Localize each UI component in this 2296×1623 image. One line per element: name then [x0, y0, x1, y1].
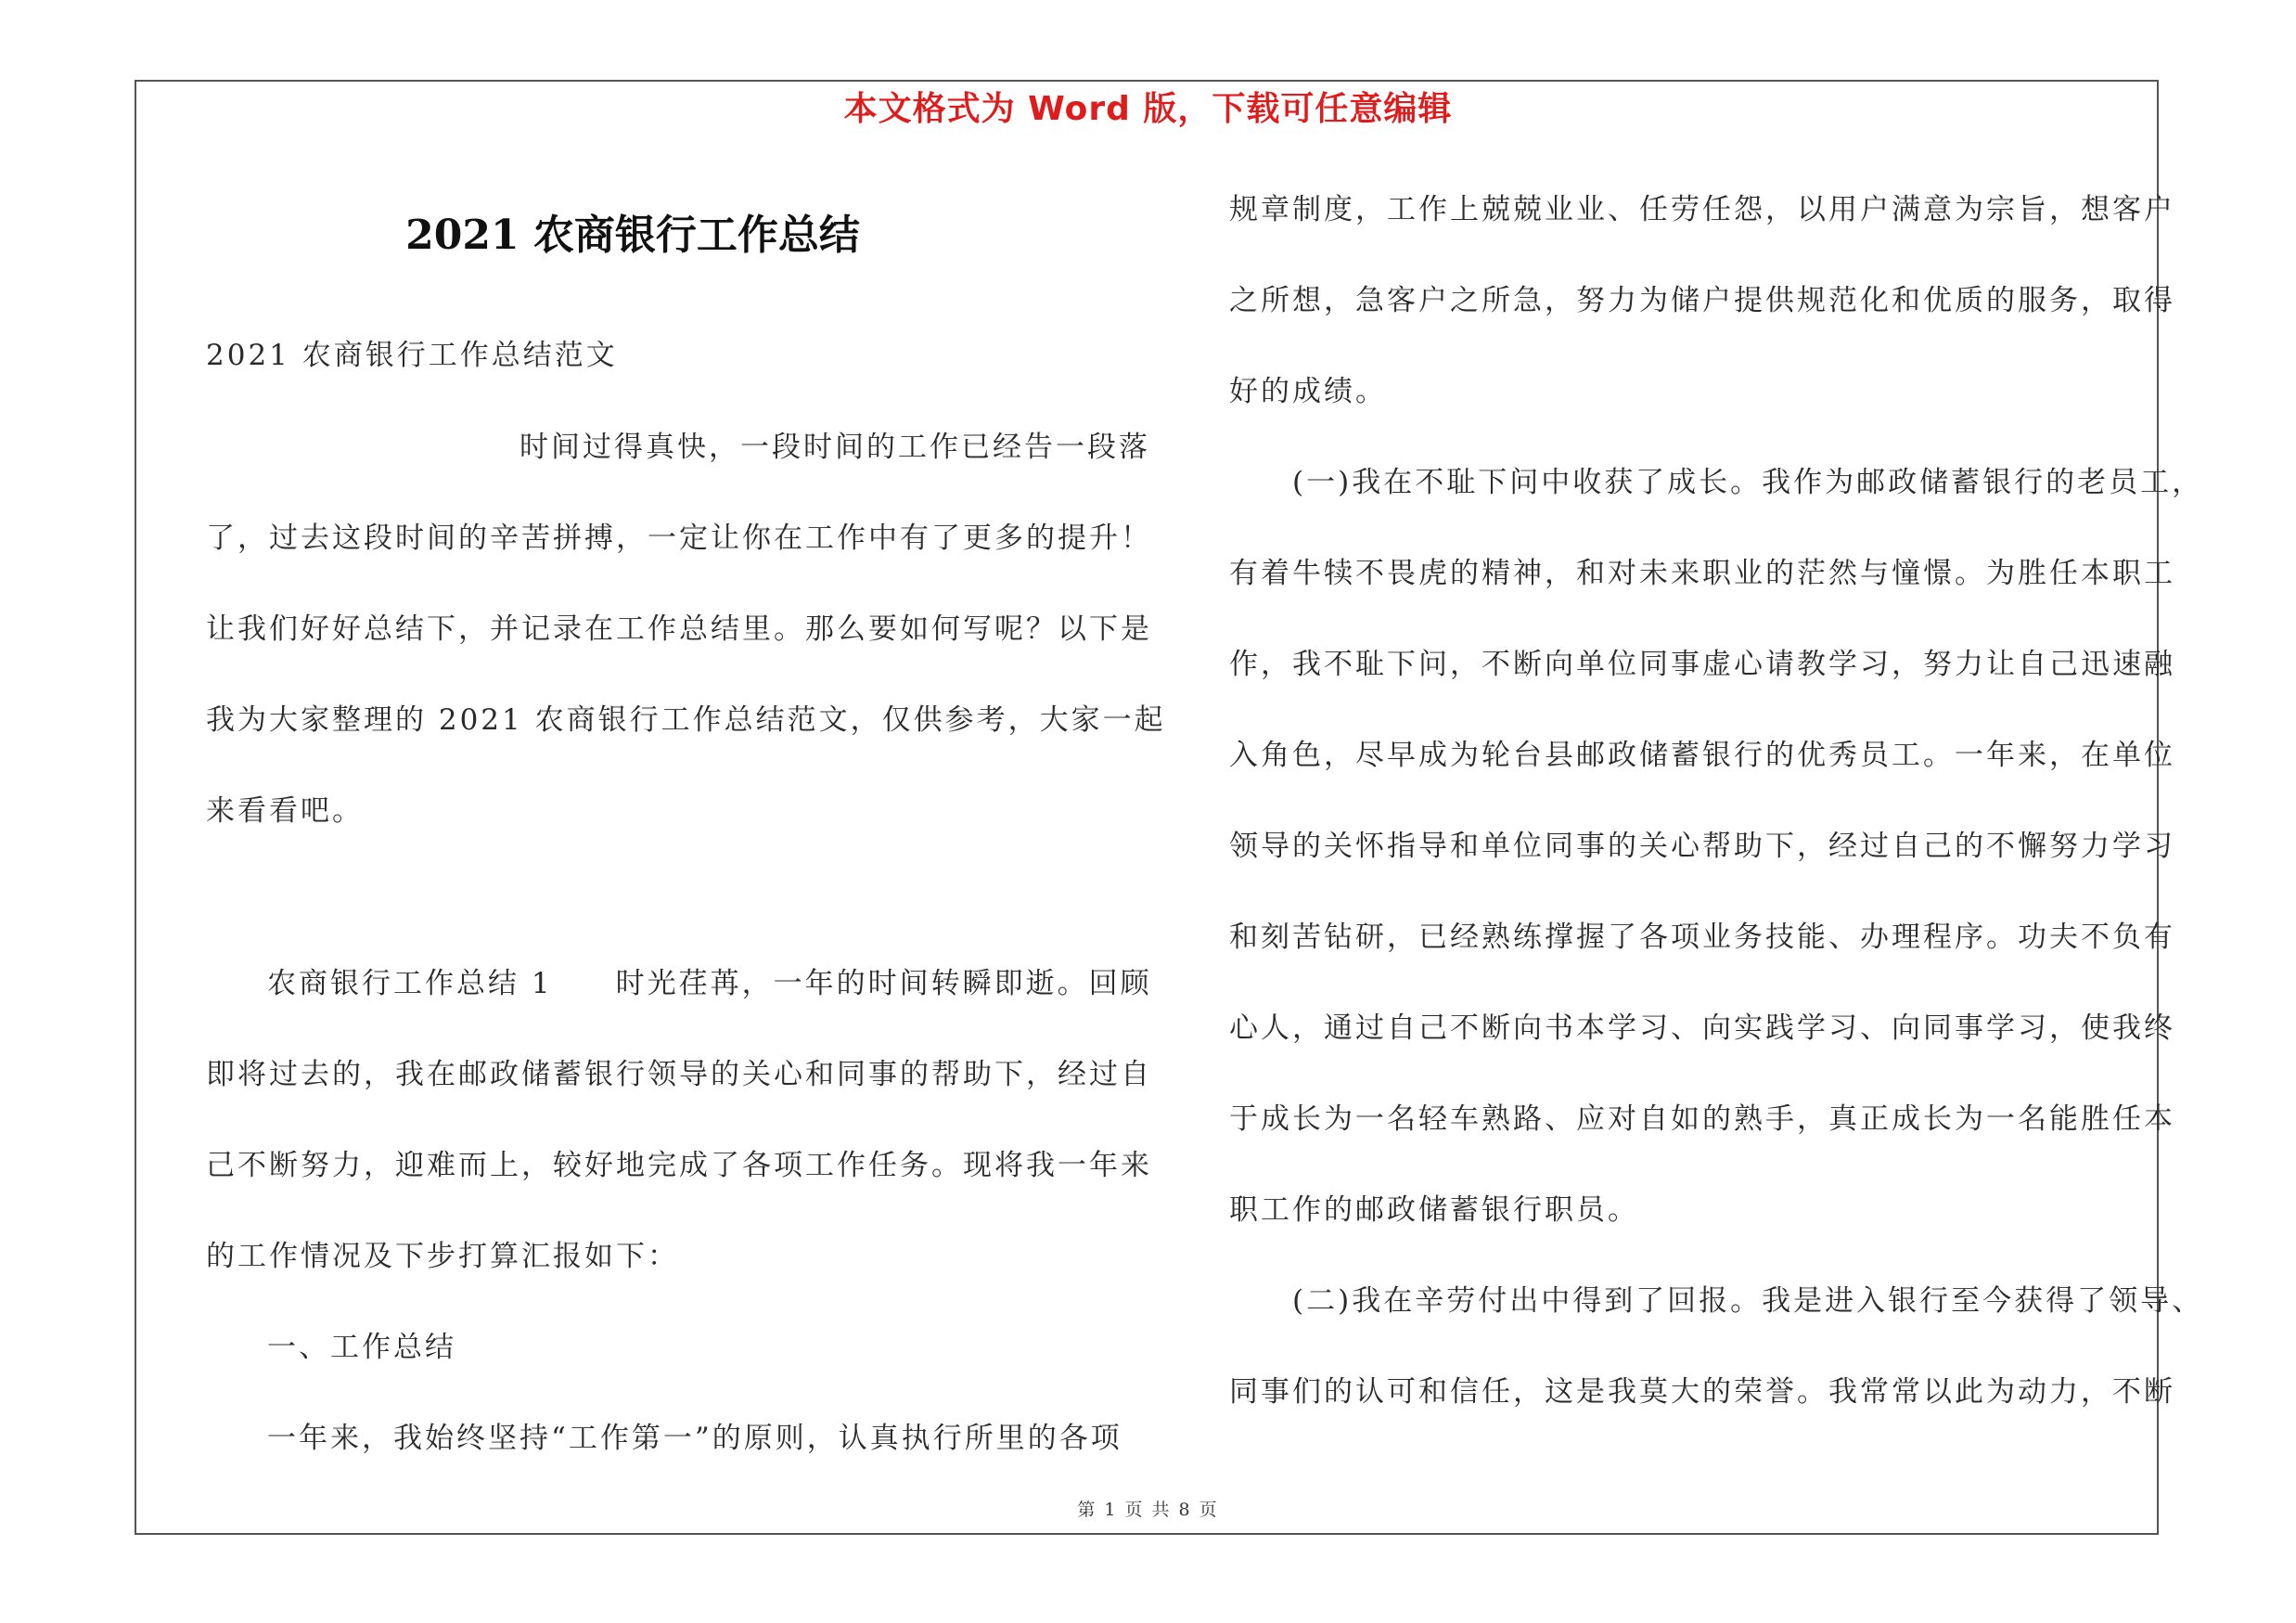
right-line: 之所想，急客户之所急，努力为储户提供规范化和优质的服务，取得 — [1229, 284, 2175, 317]
right-line: 领导的关怀指导和单位同事的关心帮助下，经过自己的不懈努力学习 — [1229, 830, 2175, 863]
left-line: 农商银行工作总结 1 时光荏苒，一年的时间转瞬即逝。回顾 — [267, 967, 1152, 1000]
right-line: 有着牛犊不畏虎的精神，和对未来职业的茫然与憧憬。为胜任本职工 — [1229, 557, 2175, 590]
left-line: 的工作情况及下步打算汇报如下： — [206, 1240, 679, 1273]
right-line: 和刻苦钻研，已经熟练撑握了各项业务技能、办理程序。功夫不负有 — [1229, 921, 2175, 954]
right-line: 作，我不耻下问，不断向单位同事虚心请教学习，努力让自己迅速融 — [1229, 648, 2175, 681]
document-title: 2021 农商银行工作总结 — [405, 212, 860, 259]
left-line: 己不断努力，迎难而上，较好地完成了各项工作任务。现将我一年来 — [206, 1149, 1152, 1182]
left-line: 来看看吧。 — [206, 794, 364, 828]
left-line: 我为大家整理的 2021 农商银行工作总结范文，仅供参考，大家一起 — [206, 703, 1166, 737]
right-line: 规章制度，工作上兢兢业业、任劳任怨，以用户满意为宗旨，想客户 — [1229, 193, 2175, 226]
page-number-footer: 第 1 页 共 8 页 — [1077, 1500, 1219, 1520]
right-line: 心人，通过自己不断向书本学习、向实践学习、向同事学习，使我终 — [1229, 1011, 2175, 1045]
left-line: 让我们好好总结下，并记录在工作总结里。那么要如何写呢？以下是 — [206, 612, 1152, 646]
left-line: 一年来，我始终坚持“工作第一”的原则，认真执行所里的各项 — [267, 1422, 1122, 1455]
left-line: 时间过得真快，一段时间的工作已经告一段落 — [519, 431, 1150, 464]
right-line: 职工作的邮政储蓄银行职员。 — [1229, 1193, 1639, 1227]
left-line: 2021 农商银行工作总结范文 — [206, 339, 618, 372]
right-line: (二)我在辛劳付出中得到了回报。我是进入银行至今获得了领导、 — [1292, 1284, 2204, 1318]
left-line: 即将过去的，我在邮政储蓄银行领导的关心和同事的帮助下，经过自 — [206, 1058, 1152, 1091]
right-line: (一)我在不耻下问中收获了成长。我作为邮政储蓄银行的老员工， — [1292, 466, 2204, 499]
right-line: 于成长为一名轻车熟路、应对自如的熟手，真正成长为一名能胜任本 — [1229, 1102, 2175, 1136]
format-notice-banner: 本文格式为 Word 版，下载可任意编辑 — [843, 90, 1453, 128]
right-line: 同事们的认可和信任，这是我莫大的荣誉。我常常以此为动力，不断 — [1229, 1375, 2175, 1409]
left-line: 一、工作总结 — [267, 1331, 456, 1364]
right-line: 好的成绩。 — [1229, 375, 1387, 408]
right-line: 入角色，尽早成为轮台县邮政储蓄银行的优秀员工。一年来，在单位 — [1229, 739, 2175, 772]
left-line: 了，过去这段时间的辛苦拼搏，一定让你在工作中有了更多的提升！ — [206, 522, 1152, 555]
